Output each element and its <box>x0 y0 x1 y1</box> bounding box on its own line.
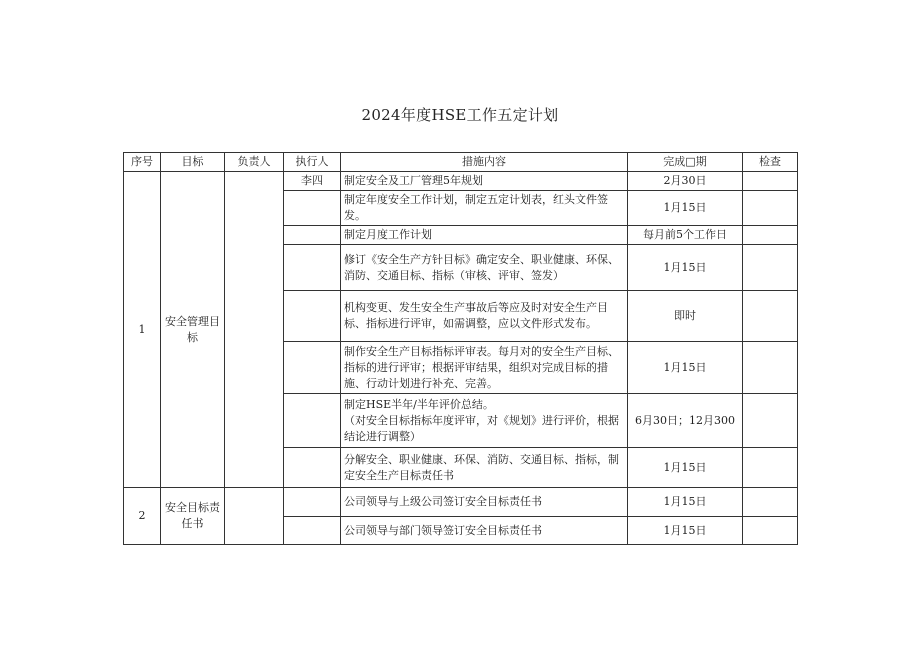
header-measures: 措施内容 <box>341 153 628 172</box>
executor-cell <box>284 191 341 226</box>
page-title: 2024年度HSE工作五定计划 <box>361 106 559 124</box>
executor-cell <box>284 448 341 488</box>
header-owner: 负责人 <box>225 153 284 172</box>
executor-cell <box>284 226 341 245</box>
goal-cell: 安全管理目标 <box>161 172 225 488</box>
measure-cell: 制定月度工作计划 <box>341 226 628 245</box>
check-cell <box>743 488 798 517</box>
executor-cell <box>284 342 341 394</box>
due-cell: 1月15日 <box>628 488 743 517</box>
measure-cell: 分解安全、职业健康、环保、消防、交通目标、指标，制定安全生产目标责任书 <box>341 448 628 488</box>
due-cell: 1月15日 <box>628 517 743 545</box>
header-executor: 执行人 <box>284 153 341 172</box>
executor-cell <box>284 245 341 291</box>
measure-cell: 公司领导与部门领导签订安全目标责任书 <box>341 517 628 545</box>
due-cell: 6月30日；12月300 <box>628 394 743 448</box>
measure-cell: 制定年度安全工作计划，制定五定计划表，红头文件签发。 <box>341 191 628 226</box>
seq-cell: 1 <box>124 172 161 488</box>
check-cell <box>743 517 798 545</box>
check-cell <box>743 448 798 488</box>
due-cell: 即时 <box>628 291 743 342</box>
owner-cell <box>225 172 284 488</box>
executor-cell <box>284 488 341 517</box>
due-cell: 1月15日 <box>628 342 743 394</box>
header-due: 完成□期 <box>628 153 743 172</box>
measure-cell: 制定HSE半年/半年评价总结。 （对安全目标指标年度评审，对《规划》进行评价，根据结论进行调整） <box>341 394 628 448</box>
check-cell <box>743 245 798 291</box>
plan-table <box>123 152 798 545</box>
due-cell: 1月15日 <box>628 245 743 291</box>
header-row <box>124 153 798 172</box>
executor-cell <box>284 517 341 545</box>
executor-cell <box>284 291 341 342</box>
check-cell <box>743 191 798 226</box>
goal-cell: 安全目标责任书 <box>161 488 225 545</box>
header-check: 检查 <box>743 153 798 172</box>
due-cell: 1月15日 <box>628 448 743 488</box>
header-goal: 目标 <box>161 153 225 172</box>
table-row <box>124 172 798 191</box>
due-cell: 1月15日 <box>628 191 743 226</box>
check-cell <box>743 172 798 191</box>
check-cell <box>743 226 798 245</box>
header-seq: 序号 <box>124 153 161 172</box>
due-cell: 2月30日 <box>628 172 743 191</box>
check-cell <box>743 394 798 448</box>
measure-cell: 制定安全及工厂管理5年规划 <box>341 172 628 191</box>
measure-cell: 修订《安全生产方针目标》确定安全、职业健康、环保、消防、交通目标、指标（审核、评审、签发） <box>341 245 628 291</box>
measure-cell: 机构变更、发生安全生产事故后等应及时对安全生产目标、指标进行评审，如需调整，应以文件形式发布。 <box>341 291 628 342</box>
executor-cell: 李四 <box>284 172 341 191</box>
executor-cell <box>284 394 341 448</box>
check-cell <box>743 291 798 342</box>
due-cell: 每月前5个工作日 <box>628 226 743 245</box>
check-cell <box>743 342 798 394</box>
measure-cell: 制作安全生产目标指标评审表。每月对的安全生产目标、指标的进行评审；根据评审结果，组织对完成目标的措施、行动计划进行补充、完善。 <box>341 342 628 394</box>
measure-cell: 公司领导与上级公司签订安全目标责任书 <box>341 488 628 517</box>
owner-cell <box>225 488 284 545</box>
table-row <box>124 488 798 517</box>
seq-cell: 2 <box>124 488 161 545</box>
